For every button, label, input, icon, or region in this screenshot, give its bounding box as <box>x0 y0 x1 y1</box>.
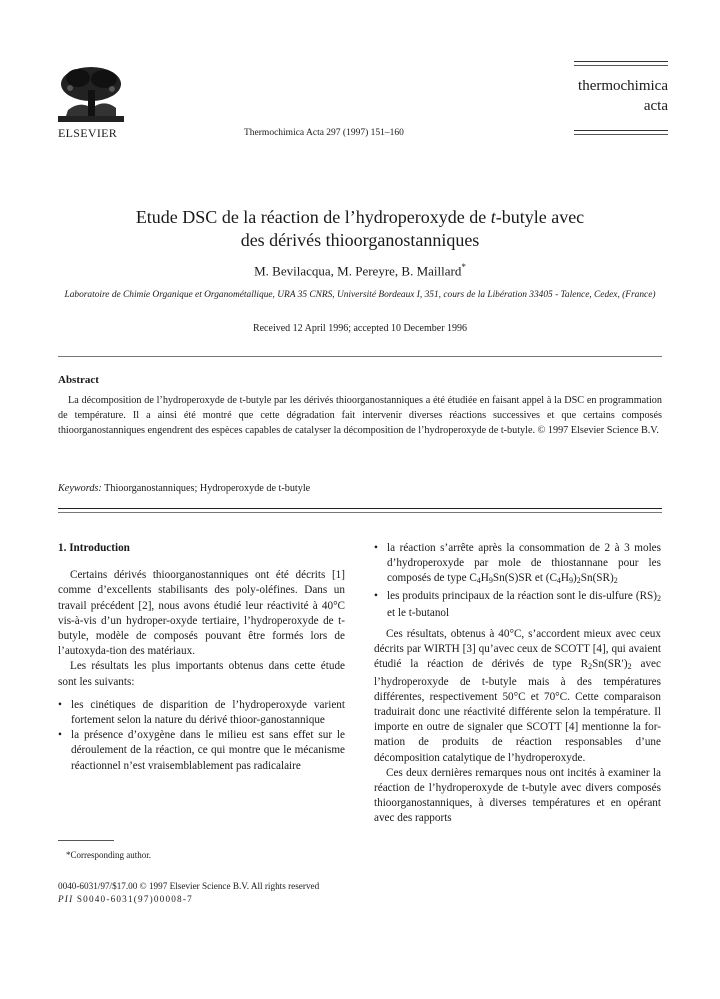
title-italic: t <box>490 207 496 227</box>
affiliation: Laboratoire de Chimie Organique et Organométallique, URA 35 CNRS, Université Bordeaux I, 351, cours de la Libération 33405 - Talence, Cedex, (France) <box>64 290 656 300</box>
brand-rule <box>574 65 668 66</box>
bullet-icon: • <box>374 542 378 554</box>
bullet-icon: • <box>374 589 378 602</box>
paragraph: Les résultats les plus importants obtenus dans cette étude sont les suivants: <box>58 660 345 688</box>
bullet-icon: • <box>58 698 62 711</box>
bullet-icon: • <box>58 729 62 742</box>
right-column <box>374 541 661 827</box>
divider <box>58 356 662 357</box>
section-heading: 1. Introduction <box>58 542 130 554</box>
article-title <box>60 206 660 252</box>
paragraph: Certains dérivés thioorganostanniques ont été décrits [1] comme d’excellents stabilisants des poly-oléfines. Dans un travail précédent [2], nous avons étudié leur réactivité à 40°C vis-à-vis d’un hydroper-oxyde tertiaire, l’hydroperoxyde de t-butyle, modèle de composés pouvant être formés lors de l’autoxyda-tion des matériaux. <box>58 569 345 658</box>
list-item <box>58 728 345 774</box>
abstract-body: La décomposition de l’hydroperoxyde de t-butyle par les dérivés thioorganostanniques a été étudiée en faisant appel à la DSC en programmation de température. Il a ainsi été montré que cette dégradation fait intervenir diverses réactions successives et que certains composés thioorganostanniques engendrent des espèces capables de catalyser la décomposition de l’hydroperoxyde de t-butyle. © 1997 Elsevier Science B.V. <box>58 395 662 436</box>
keywords-text: Thioorganostanniques; Hydroperoxyde de t-butyle <box>104 483 311 494</box>
author-names: M. Bevilacqua, M. Pereyre, B. Maillard <box>254 263 462 279</box>
divider <box>58 512 662 513</box>
pii-line <box>58 893 319 906</box>
brand-rule <box>574 61 668 62</box>
brand-line-1: thermochimica <box>578 78 668 94</box>
brand-rule <box>574 130 668 131</box>
brand-line-2: acta <box>643 98 668 114</box>
pii-value: S0040-6031(97)00008-7 <box>73 894 193 904</box>
paragraph: Ces deux dernières remarques nous ont incités à examiner la réaction de l’hydroperoxyde de t-butyle avec divers composés thioorganostanniques, à diverses températures et en opérant avec des rapports <box>374 766 661 825</box>
copyright-line: 0040-6031/97/$17.00 © 1997 Elsevier Science B.V. All rights reserved <box>58 881 320 891</box>
list-item-text: les cinétiques de disparition de l’hydroperoxyde varient fortement selon la nature du dérivé thioor-ganostannique <box>71 698 345 727</box>
abstract-heading: Abstract <box>58 374 99 386</box>
received-dates: Received 12 April 1996; accepted 10 December 1996 <box>252 323 468 334</box>
elsevier-tree-logo <box>58 64 124 122</box>
authors <box>60 262 660 279</box>
list-item <box>374 541 661 589</box>
keywords <box>58 483 310 494</box>
title-text: Etude DSC de la réaction de l’hydroperoxyde de <box>135 207 491 227</box>
list-item <box>58 698 345 728</box>
footnote: *Corresponding author. <box>66 850 151 860</box>
title-line-2: des dérivés thioorganostanniques <box>240 230 480 250</box>
list-item-text: la réaction s’arrête après la consommation de 2 à 3 moles d’hydroperoxyde par mole de thiostannane pour les composés de type $C_4H_9Sn(S)SR$ et $(C_4H_9)_2Sn(SR)_2$ <box>387 542 661 586</box>
list-item <box>374 589 661 621</box>
left-column <box>58 541 345 774</box>
brand-rule <box>574 134 668 135</box>
footnote-rule <box>58 840 114 841</box>
list-item-text: la présence d’oxygène dans le milieu est sans effet sur le déroulement de la réaction, ce qui montre que le mécanisme réactionnel n’est vraisemblablement pas radicalaire <box>71 729 345 772</box>
copyright-block <box>58 880 319 906</box>
paragraph: Ces résultats, obtenus à 40°C, s’accordent mieux avec ceux décrits par WIRTH [3] qu’avec ceux de SCOTT [4], qui avaient étudié la réaction de dérivés de type $R_2Sn(SR')_2$ avec l’hydroperoxyde de t-butyle mais à des températures différentes, respectivement 50°C et 70°C. Cette comparaison traduirait donc une réactivité différente selon la température. Il importe en outre de signaler que SCOTT [4] mentionne la for-mation de produits de réaction responsables d’une décomposition catalytique de l’hydroperoxyde. <box>374 628 661 764</box>
title-text: -butyle avec <box>495 207 585 227</box>
keywords-label: Keywords: <box>58 483 102 494</box>
pii-label: PII <box>58 894 74 904</box>
list-item-text: les produits principaux de la réaction sont le dis-ulfure $(RS)_2$ et le t-butanol <box>387 589 661 619</box>
corresponding-mark: * <box>461 262 466 272</box>
publisher-name: ELSEVIER <box>58 126 118 140</box>
divider <box>58 508 662 509</box>
journal-brand <box>578 76 668 116</box>
journal-reference: Thermochimica Acta 297 (1997) 151–160 <box>244 128 404 138</box>
